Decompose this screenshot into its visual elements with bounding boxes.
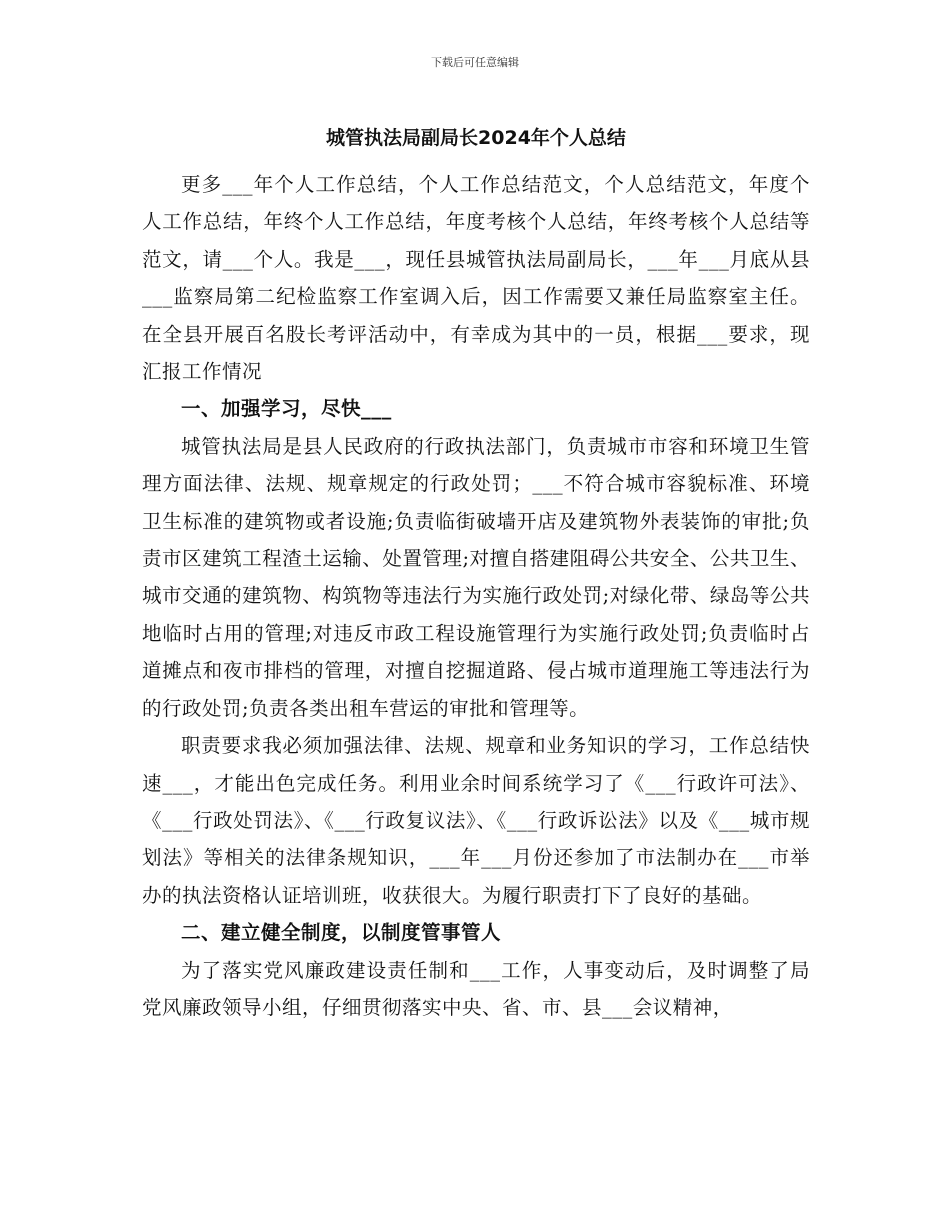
document-title: 城管执法局副局长2024年个人总结 xyxy=(326,127,626,149)
section-1-paragraph-1: 城管执法局是县人民政府的行政执法部门，负责城市市容和环境卫生管理方面法律、法规、规章规定的行政处罚；___不符合城市容貌标准、环境卫生标准的建筑物或者设施;负责临街破墙开店及建筑物外表装饰的审批;负责市区建筑工程渣土运输、处置管理;对擅自搭建阻碍公共安全、公共卫生、城市交通的建筑物、构筑物等违法行为实施行政处罚;对绿化带、绿岛等公共地临时占用的管理;对违反市政工程设施管理行为实施行政处罚;负责临时占道摊点和夜市排档的管理，对擅自挖掘道路、侵占城市道理施工等违法行为的行政处罚;负责各类出租车营运的审批和管理等。 xyxy=(142,434,810,720)
document-body xyxy=(142,120,810,1026)
section-1-heading: 一、加强学习，尽快___ xyxy=(181,397,392,421)
header-note: 下载后可任意编辑 xyxy=(431,56,519,69)
intro-paragraph: 更多___年个人工作总结，个人工作总结范文，个人总结范文，年度个人工作总结，年终个人工作总结，年度考核个人总结，年终考核个人总结等范文，请___个人。我是___，现任县城管执法局副局长，___年___月底从县___监察局第二纪检监察工作室调入后，因工作需要又兼任局监察室主任。在全县开展百名股长考评活动中，有幸成为其中的一员，根据___要求，现汇报工作情况 xyxy=(142,173,810,384)
section-2-paragraph-1: 为了落实党风廉政建设责任制和___工作，人事变动后，及时调整了局党风廉政领导小组，仔细贯彻落实中央、省、市、县___会议精神， xyxy=(142,958,810,1019)
section-1-paragraph-2: 职责要求我必须加强法律、法规、规章和业务知识的学习，工作总结快速___，才能出色完成任务。利用业余时间系统学习了《___行政许可法》、《___行政处罚法》、《___行政复议法》、《___行政诉讼法》以及《___城市规划法》等相关的法律条规知识，___年___月份还参加了市法制办在___市举办的执法资格认证培训班，收获很大。为履行职责打下了良好的基础。 xyxy=(142,734,810,907)
section-2-heading: 二、建立健全制度，以制度管事管人 xyxy=(181,921,502,945)
